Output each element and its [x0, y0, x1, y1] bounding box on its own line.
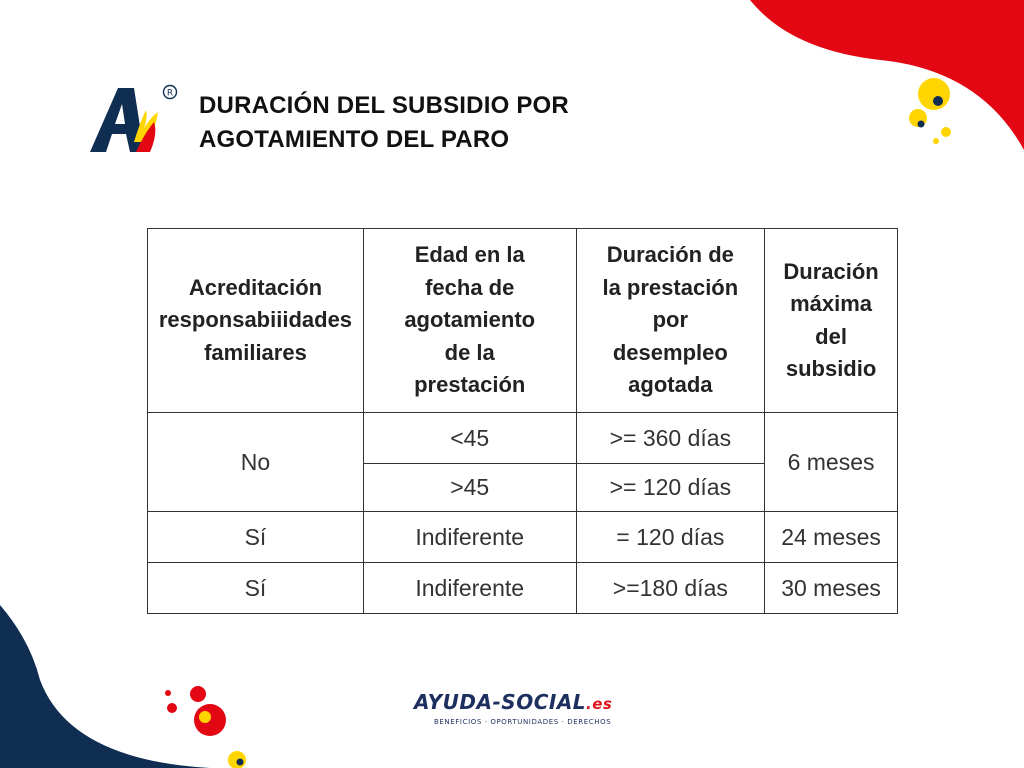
cell-maxima: 30 meses — [765, 563, 898, 614]
cell-edad: <45 — [363, 413, 576, 464]
header-duracion-prestacion: Duración de la prestación por desempleo agotada — [576, 229, 765, 413]
title-line-1: DURACIÓN DEL SUBSIDIO POR — [199, 92, 569, 119]
table-row — [148, 563, 898, 614]
cell-maxima: 24 meses — [765, 512, 898, 563]
cell-acreditacion: Sí — [148, 563, 364, 614]
cell-duracion: = 120 días — [576, 512, 765, 563]
navy-corner-shape — [0, 605, 210, 768]
cell-acreditacion: Sí — [148, 512, 364, 563]
cell-edad: Indiferente — [363, 563, 576, 614]
cell-duracion: >= 120 días — [576, 464, 765, 512]
header-duracion-maxima: Duración máxima del subsidio — [765, 229, 898, 413]
ayuda-social-logo — [88, 82, 178, 156]
subsidy-duration-table — [147, 228, 898, 614]
svg-text:R: R — [166, 88, 174, 99]
yellow-dots-top — [909, 78, 951, 144]
red-corner-shape — [750, 0, 1024, 150]
cell-duracion: >=180 días — [576, 563, 765, 614]
footer-tagline: BENEFICIOS · OPORTUNIDADES · DERECHOS — [434, 718, 612, 726]
page-title — [199, 89, 569, 157]
header-acreditacion: Acreditación responsabiiidades familiares — [148, 229, 364, 413]
table-header-row — [148, 229, 898, 413]
cell-duracion: >= 360 días — [576, 413, 765, 464]
cell-maxima: 6 meses — [765, 413, 898, 512]
table-row — [148, 413, 898, 464]
header-edad: Edad en la fecha de agotamiento de la prestación — [363, 229, 576, 413]
red-dots-bottom — [165, 686, 246, 768]
cell-acreditacion: No — [148, 413, 364, 512]
table-row — [148, 512, 898, 563]
cell-edad: Indiferente — [363, 512, 576, 563]
cell-edad: >45 — [363, 464, 576, 512]
footer-brand-name: AYUDA-SOCIAL.es — [414, 690, 613, 714]
title-line-2: AGOTAMIENTO DEL PARO — [199, 126, 510, 153]
footer-brand — [414, 690, 644, 730]
